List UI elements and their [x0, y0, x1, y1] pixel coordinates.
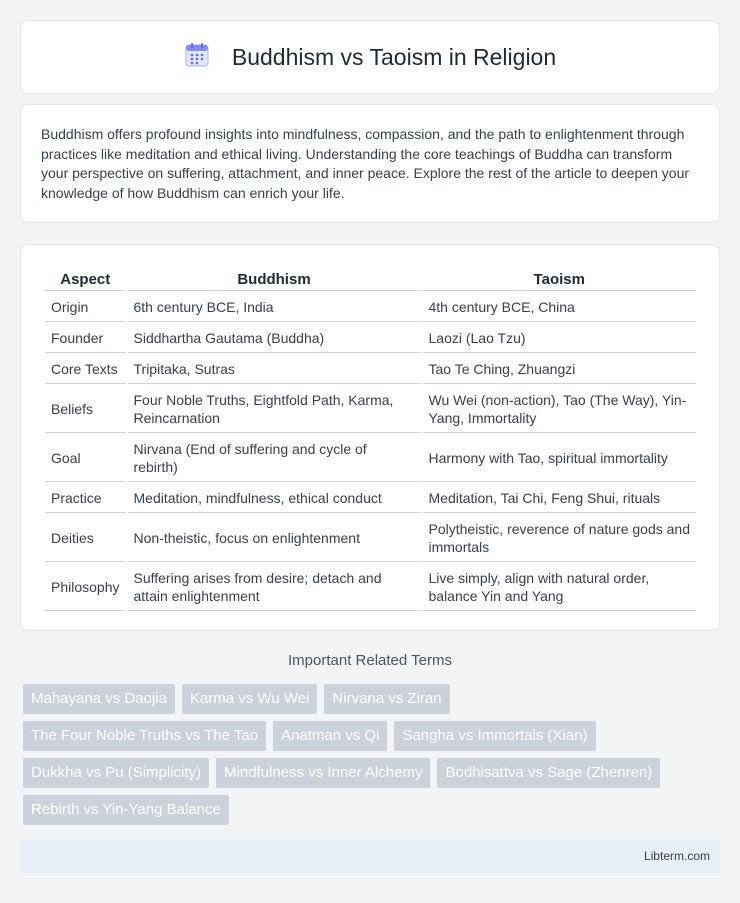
table-cell: Deities — [45, 515, 126, 562]
table-cell: Meditation, mindfulness, ethical conduct — [128, 484, 421, 513]
table-cell: Core Texts — [45, 355, 126, 384]
table-cell: Founder — [45, 324, 126, 353]
calendar-icon — [184, 42, 210, 73]
column-header-buddhism: Buddhism — [128, 267, 421, 291]
related-term-tag[interactable]: Dukkha vs Pu (Simplicity) — [23, 758, 209, 788]
table-row — [45, 515, 696, 562]
table-cell: Polytheistic, reverence of nature gods and immortals — [423, 515, 697, 562]
related-term-tag[interactable]: The Four Noble Truths vs The Tao — [23, 721, 266, 751]
table-cell: Goal — [45, 435, 126, 482]
table-row — [45, 324, 696, 353]
header-card — [20, 20, 720, 94]
table-row — [45, 435, 696, 482]
related-term-tag[interactable]: Rebirth vs Yin-Yang Balance — [23, 795, 229, 825]
table-cell: Four Noble Truths, Eightfold Path, Karma, Reincarnation — [128, 386, 421, 433]
table-row — [45, 293, 696, 322]
intro-text: Buddhism offers profound insights into mindfulness, compassion, and the path to enlightenment through practices like meditation and ethical living. Understanding the core teachings of Buddha can transform your perspective on suffering, attachment, and inner peace. Explore the rest of the article to deepen your knowledge of how Buddhism can enrich your life. — [41, 126, 690, 201]
table-cell: Live simply, align with natural order, balance Yin and Yang — [423, 564, 697, 611]
page-title: Buddhism vs Taoism in Religion — [231, 43, 557, 70]
related-terms-list — [23, 684, 723, 832]
footer-link[interactable]: Libterm.com — [643, 849, 710, 863]
table-cell: Harmony with Tao, spiritual immortality — [423, 435, 697, 482]
table-cell: Beliefs — [45, 386, 126, 433]
table-row — [45, 564, 696, 611]
column-header-aspect: Aspect — [45, 267, 126, 291]
table-cell: Philosophy — [45, 564, 126, 611]
table-cell: 4th century BCE, China — [423, 293, 697, 322]
table-cell: Tao Te Ching, Zhuangzi — [423, 355, 697, 384]
table-cell: Wu Wei (non-action), Tao (The Way), Yin-Yang, Immortality — [423, 386, 697, 433]
related-term-tag[interactable]: Karma vs Wu Wei — [182, 684, 317, 714]
table-cell: Origin — [45, 293, 126, 322]
table-header-row — [45, 267, 696, 291]
related-term-tag[interactable]: Nirvana vs Ziran — [324, 684, 449, 714]
related-term-tag[interactable]: Bodhisattva vs Sage (Zhenren) — [437, 758, 660, 788]
table-cell: Meditation, Tai Chi, Feng Shui, rituals — [423, 484, 697, 513]
table-cell: Nirvana (End of suffering and cycle of rebirth) — [128, 435, 421, 482]
table-row — [45, 355, 696, 384]
column-header-taoism: Taoism — [423, 267, 697, 291]
related-term-tag[interactable]: Sangha vs Immortals (Xian) — [394, 721, 595, 751]
table-cell: Siddhartha Gautama (Buddha) — [128, 324, 421, 353]
related-term-tag[interactable]: Mahayana vs Daojia — [23, 684, 175, 714]
footer — [20, 840, 720, 873]
table-cell: 6th century BCE, India — [128, 293, 421, 322]
comparison-table — [43, 265, 698, 613]
table-cell: Tripitaka, Sutras — [128, 355, 421, 384]
table-cell: Laozi (Lao Tzu) — [423, 324, 697, 353]
table-row — [45, 386, 696, 433]
table-cell: Suffering arises from desire; detach and attain enlightenment — [128, 564, 421, 611]
table-row — [45, 484, 696, 513]
intro-card — [20, 104, 720, 223]
table-cell: Practice — [45, 484, 126, 513]
comparison-table-card — [20, 244, 720, 631]
related-term-tag[interactable]: Mindfulness vs Inner Alchemy — [216, 758, 430, 788]
related-terms-title: Important Related Terms — [288, 652, 452, 669]
table-cell: Non-theistic, focus on enlightenment — [128, 515, 421, 562]
related-term-tag[interactable]: Anatman vs Qi — [273, 721, 387, 751]
